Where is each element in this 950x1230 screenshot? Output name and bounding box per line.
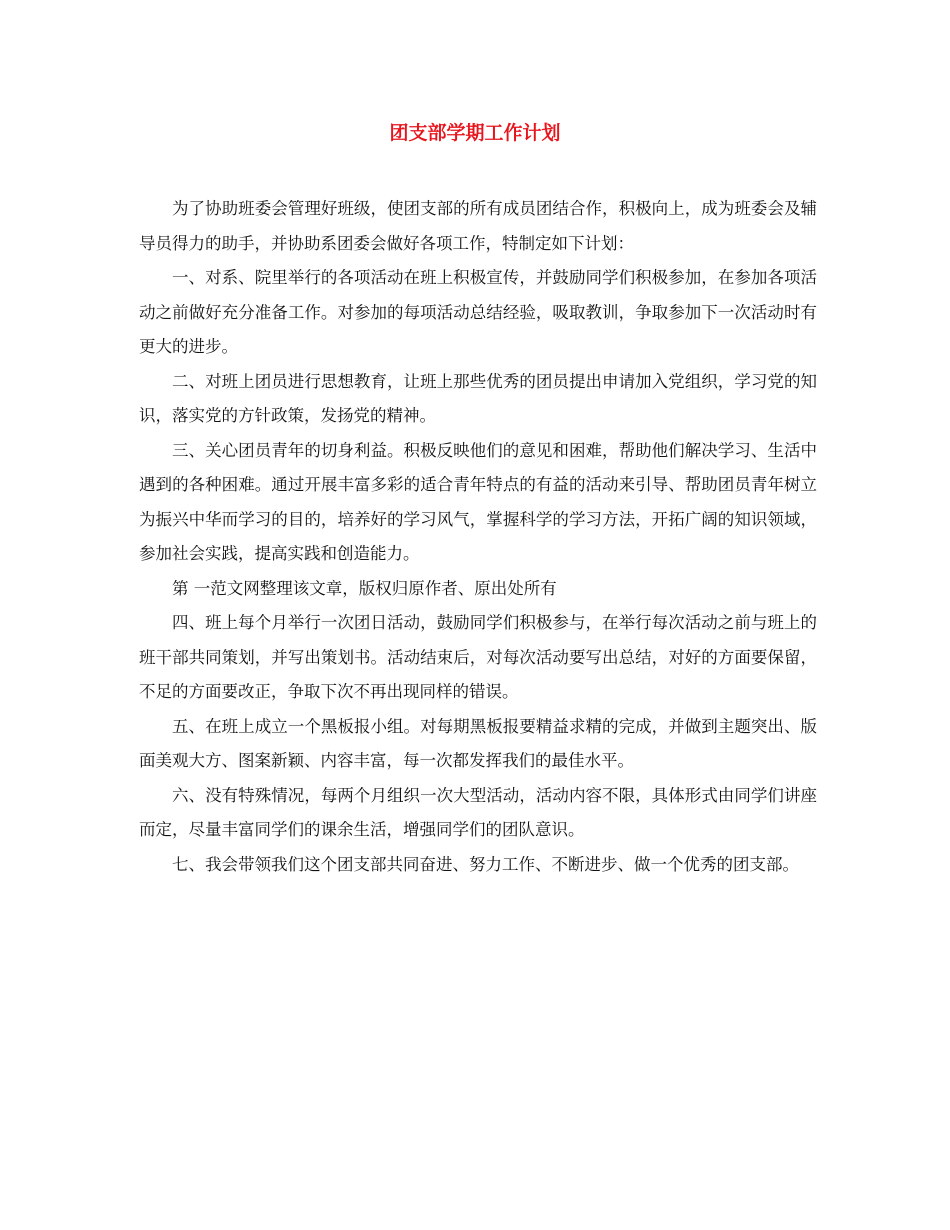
paragraph-item-4: 四、班上每个月举行一次团日活动，鼓励同学们积极参与，在举行每次活动之前与班上的班干部共同策划，并写出策划书。活动结束后，对每次活动要写出总结，对好的方面要保留，不足的方面要改正，争取下次不再出现同样的错误。 xyxy=(139,613,817,701)
paragraph-item-6: 六、没有特殊情况，每两个月组织一次大型活动，活动内容不限，具体形式由同学们讲座而定，尽量丰富同学们的课余生活，增强同学们的团队意识。 xyxy=(139,785,817,839)
paragraph-item-7: 七、我会带领我们这个团支部共同奋进、努力工作、不断进步、做一个优秀的团支部。 xyxy=(172,854,799,874)
paragraph-item-5: 五、在班上成立一个黑板报小组。对每期黑板报要精益求精的完成，并做到主题突出、版面美观大方、图案新颖、内容丰富，每一次都发挥我们的最佳水平。 xyxy=(139,716,817,770)
document-body xyxy=(139,192,817,882)
paragraph-item-2: 二、对班上团员进行思想教育，让班上那些优秀的团员提出申请加入党组织，学习党的知识，落实党的方针政策，发扬党的精神。 xyxy=(139,371,817,425)
paragraph-item-1: 一、对系、院里举行的各项活动在班上积极宣传，并鼓励同学们积极参加，在参加各项活动之前做好充分准备工作。对参加的每项活动总结经验，吸取教训，争取参加下一次活动时有更大的进步。 xyxy=(139,268,817,356)
paragraph-source-note: 第 一范文网整理该文章，版权归原作者、原出处所有 xyxy=(172,578,557,598)
document-title: 团支部学期工作计划 xyxy=(389,122,561,144)
paragraph-item-3: 三、关心团员青年的切身利益。积极反映他们的意见和困难，帮助他们解决学习、生活中遇到的各种困难。通过开展丰富多彩的适合青年特点的有益的活动来引导、帮助团员青年树立为振兴中华而学习的目的，培养好的学习风气，掌握科学的学习方法，开拓广阔的知识领域，参加社会实践，提高实践和创造能力。 xyxy=(139,440,817,563)
paragraph-intro: 为了协助班委会管理好班级，使团支部的所有成员团结合作，积极向上，成为班委会及辅导员得力的助手，并协助系团委会做好各项工作，特制定如下计划： xyxy=(139,199,817,253)
